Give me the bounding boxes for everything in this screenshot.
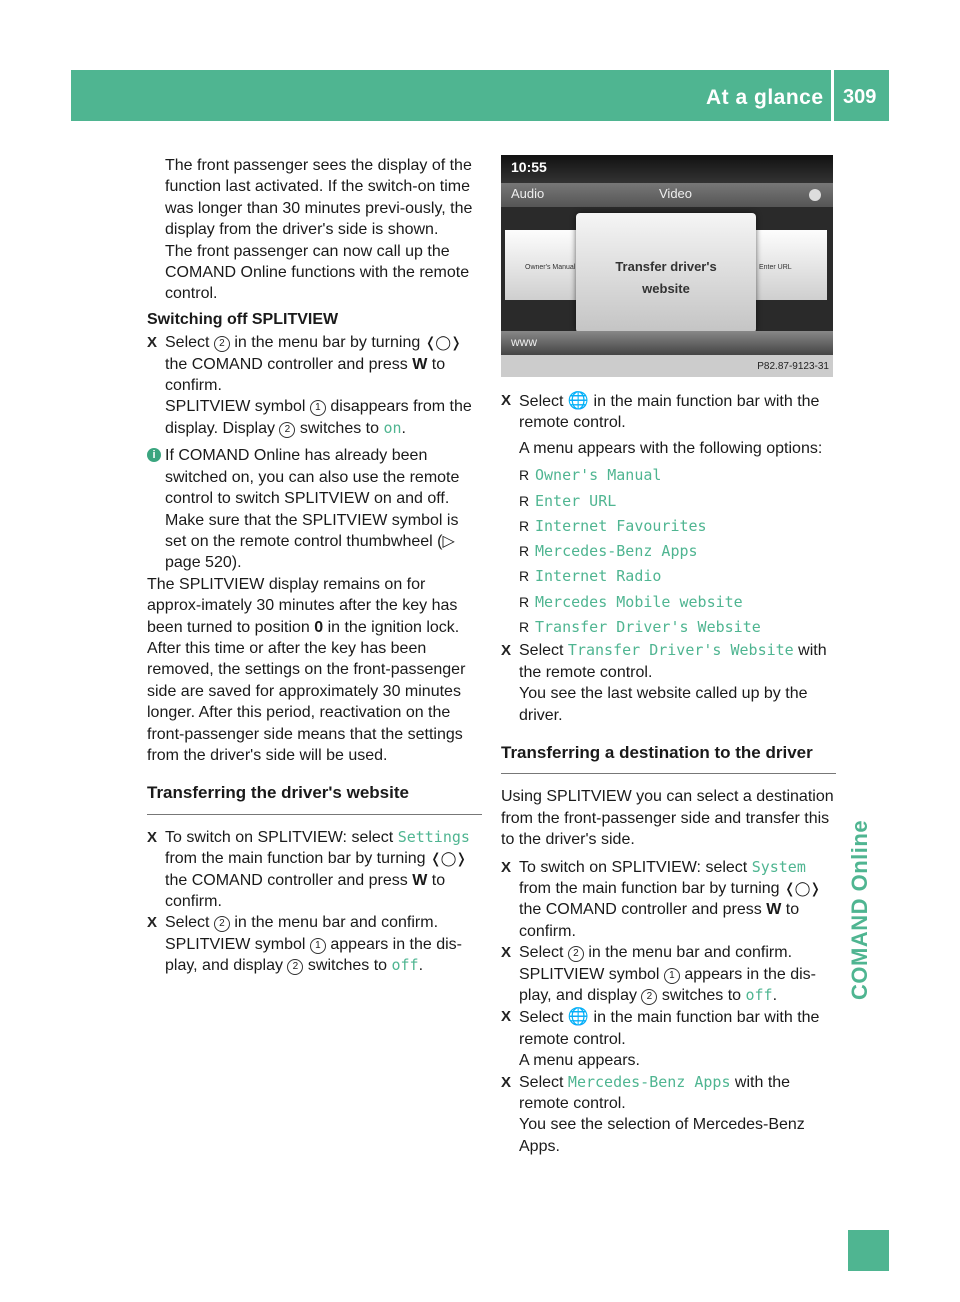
- instruction-step: X Select 2 in the menu bar by turning ❬◯❭ the COMAND controller and press W to confirm. SPLITVIEW symbol 1 disappears from the display. Display 2 switches to on.: [147, 332, 482, 439]
- paragraph: The SPLITVIEW display remains on for approx-imately 30 minutes after the key has been turned to position 0 in the ignition lock. After this time or after the key has been removed, the settings on the front-passenger side are saved for approximately 30 minutes longer. After this period, reactivation on the front-passenger side means that the settings from the driver's side will be used.: [147, 575, 466, 764]
- side-tab-block: [848, 1230, 889, 1271]
- option-list: [501, 463, 836, 640]
- screen-center-line2: website: [642, 281, 690, 296]
- instruction-step: X Select 2 in the menu bar and confirm. SPLITVIEW symbol 1 appears in the dis-play, and display 2 switches to off.: [147, 912, 482, 976]
- list-item: R Mercedes-Benz Apps: [501, 539, 836, 564]
- page-number: 309: [843, 86, 877, 108]
- list-item: R Enter URL: [501, 489, 836, 514]
- figure-reference: P82.87-9123-31: [757, 361, 829, 372]
- callout-number: 2: [568, 946, 584, 962]
- screen-center-panel: [576, 213, 756, 333]
- press-icon: W: [412, 871, 428, 889]
- screen-status-bar: [501, 155, 833, 183]
- controller-icon: ❬◯❭: [430, 850, 467, 867]
- info-note: i If COMAND Online has already been switched on, you can also use the remote control to switch SPLITVIEW on and off. Make sure that the SPLITVIEW symbol is set on the remote control thumbwheel (▷ page 520).: [147, 445, 482, 573]
- menu-code: Transfer Driver's Website: [567, 641, 794, 660]
- list-item: R Mercedes Mobile website: [501, 590, 836, 615]
- section-heading: Transferring the driver's website: [147, 782, 482, 814]
- callout-number: 1: [664, 968, 680, 984]
- instruction-step: X Select 🌐 in the main function bar with the remote control. A menu appears.: [501, 1006, 836, 1071]
- callout-number: 2: [279, 422, 295, 438]
- screen-www-label: www: [511, 335, 537, 349]
- instruction-step: X Select Transfer Driver's Website with the remote control. You see the last website called up by the driver.: [501, 640, 836, 726]
- controller-icon: ❬◯❭: [424, 334, 461, 351]
- list-item: R Internet Radio: [501, 564, 836, 589]
- instruction-step: X To switch on SPLITVIEW: select System from the main function bar by turning ❬◯❭ the COMAND controller and press W to confirm.: [501, 857, 836, 943]
- screen-time: 10:55: [511, 159, 547, 175]
- screen-bottom-bar: [501, 331, 833, 355]
- press-icon: W: [412, 355, 428, 373]
- paragraph: Using SPLITVIEW you can select a destination from the front-passenger side and transfer this to the driver's side.: [501, 788, 834, 849]
- side-tab-label: COMAND Online: [847, 819, 872, 1000]
- paragraph: The front passenger can now call up the COMAND Online functions with the remote control.: [165, 242, 470, 303]
- controller-icon: ❬◯❭: [784, 879, 821, 896]
- screen-center-line1: Transfer driver's: [615, 259, 717, 274]
- list-item: R Internet Favourites: [501, 514, 836, 539]
- paragraph: A menu appears with the following options:: [519, 439, 823, 457]
- paragraph: The front passenger sees the display of the function last activated. If the switch-on time was longer than 30 minutes previ-ously, the display from the driver's side is shown.: [165, 157, 473, 239]
- screen-left-panel: [505, 230, 585, 300]
- callout-number: 2: [214, 336, 230, 352]
- right-column: [501, 390, 836, 1157]
- menu-code: Settings: [397, 827, 470, 846]
- callout-number: 1: [310, 938, 326, 954]
- menu-code: Mercedes-Benz Apps: [567, 1072, 731, 1091]
- instruction-step: X Select Mercedes-Benz Apps with the remote control. You see the selection of Mercedes-Benz Apps.: [501, 1072, 836, 1158]
- callout-number: 2: [641, 989, 657, 1005]
- list-item: R Transfer Driver's Website: [501, 615, 836, 640]
- section-heading: Transferring a destination to the driver: [501, 742, 836, 774]
- section-title: At a glance: [706, 86, 824, 109]
- screen-globe-icon: [809, 189, 821, 201]
- instruction-step: X To switch on SPLITVIEW: select Settings from the main function bar by turning ❬◯❭ the COMAND controller and press W to confirm.: [147, 827, 482, 913]
- screen-left-label: Owner's Manual: [525, 264, 576, 271]
- globe-icon: 🌐: [567, 1007, 590, 1027]
- globe-icon: 🌐: [567, 391, 590, 410]
- menu-code: off: [391, 956, 419, 975]
- callout-number: 2: [214, 916, 230, 932]
- instruction-step: X Select 🌐 in the main function bar with the remote control.: [501, 390, 836, 434]
- screen-menu-audio: Audio: [511, 186, 545, 201]
- menu-code: on: [383, 418, 402, 437]
- arrow-icon: ▷: [442, 532, 455, 550]
- instruction-step: X Select 2 in the menu bar and confirm. SPLITVIEW symbol 1 appears in the dis-play, and display 2 switches to off.: [501, 942, 836, 1006]
- subheading: Switching off SPLITVIEW: [147, 310, 339, 328]
- callout-number: 1: [310, 400, 326, 416]
- screen-menu-video: Video: [659, 186, 693, 201]
- list-item: R Owner's Manual: [501, 463, 836, 488]
- info-icon: i: [147, 448, 161, 462]
- comand-screenshot: [501, 155, 833, 377]
- menu-code: off: [745, 985, 773, 1004]
- header-divider: [831, 70, 834, 121]
- left-column: [147, 155, 482, 977]
- callout-number: 2: [287, 959, 303, 975]
- screen-menu-bar: [501, 183, 833, 207]
- menu-code: System: [751, 857, 806, 876]
- screen-right-label: Enter URL: [759, 264, 792, 271]
- press-icon: W: [766, 901, 782, 919]
